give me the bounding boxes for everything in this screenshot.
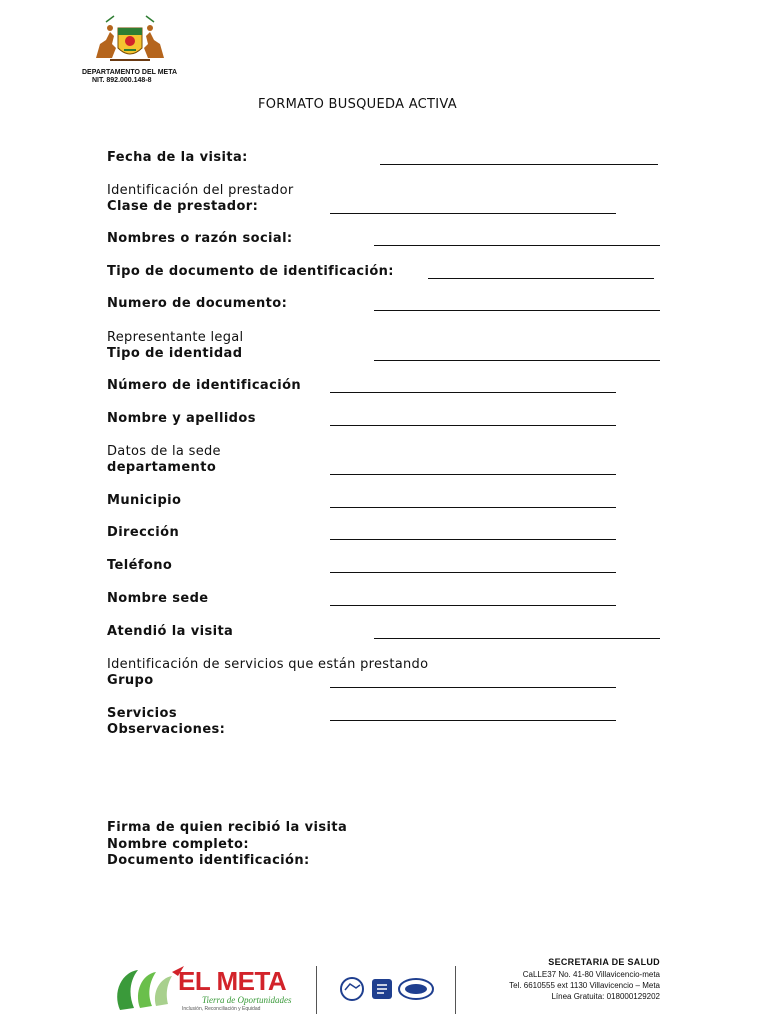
documento-identificacion-label: Documento identificación: xyxy=(107,853,310,868)
fecha-visita-line[interactable] xyxy=(380,164,658,165)
nombres-razon-label: Nombres o razón social: xyxy=(107,231,293,246)
nombre-apellidos-line[interactable] xyxy=(330,425,616,426)
servicios-line[interactable] xyxy=(330,720,616,721)
footer-address: CaLLE37 No. 41-80 Villavicencio-meta xyxy=(522,970,660,979)
grupo-label: Grupo xyxy=(107,673,154,688)
departamento-line[interactable] xyxy=(330,474,616,475)
telefono-label: Teléfono xyxy=(107,558,173,573)
section-representante-heading: Representante legal xyxy=(107,330,244,345)
section-sede-heading: Datos de la sede xyxy=(107,444,221,459)
observaciones-label: Observaciones: xyxy=(107,722,226,737)
servicios-label: Servicios xyxy=(107,706,177,721)
el-meta-subtagline: Inclusión, Reconciliación y Equidad xyxy=(182,1006,261,1012)
nit-caption: NIT. 892.000.148-8 xyxy=(92,77,152,83)
nombre-sede-line[interactable] xyxy=(330,605,616,606)
footer-phone: Tel. 6610555 ext 1130 Villavicencio – Meta xyxy=(509,981,660,990)
section-prestador-heading: Identificación del prestador xyxy=(107,183,294,198)
nombre-apellidos-label: Nombre y apellidos xyxy=(107,411,256,426)
footer-divider-left xyxy=(316,966,317,1014)
firma-label: Firma de quien recibió la visita xyxy=(107,820,348,835)
el-meta-tagline: Tierra de Oportunidades xyxy=(202,995,292,1005)
clase-prestador-line[interactable] xyxy=(330,213,616,214)
numero-identificacion-line[interactable] xyxy=(330,392,616,393)
grupo-line[interactable] xyxy=(330,687,616,688)
fecha-visita-label: Fecha de la visita: xyxy=(107,150,248,165)
el-meta-logo xyxy=(110,962,300,1014)
atendio-visita-label: Atendió la visita xyxy=(107,624,234,639)
document-title: FORMATO BUSQUEDA ACTIVA xyxy=(258,97,457,112)
partner-seals xyxy=(336,976,436,1002)
departamento-label: departamento xyxy=(107,460,217,475)
department-caption: DEPARTAMENTO DEL META xyxy=(82,69,178,76)
nombres-razon-line[interactable] xyxy=(374,245,660,246)
footer-divider-right xyxy=(455,966,456,1014)
tipo-documento-label: Tipo de documento de identificación: xyxy=(107,264,394,279)
coat-of-arms-icon xyxy=(90,14,170,66)
telefono-line[interactable] xyxy=(330,572,616,573)
nombre-sede-label: Nombre sede xyxy=(107,591,209,606)
clase-prestador-label: Clase de prestador: xyxy=(107,199,259,214)
footer-toll-free: Línea Gratuita: 018000129202 xyxy=(551,992,660,1001)
numero-documento-line[interactable] xyxy=(374,310,660,311)
tipo-documento-line[interactable] xyxy=(428,278,654,279)
direccion-label: Dirección xyxy=(107,525,180,540)
tipo-identidad-label: Tipo de identidad xyxy=(107,346,243,361)
certification-seals-icon xyxy=(336,976,436,1002)
direccion-line[interactable] xyxy=(330,539,616,540)
numero-documento-label: Numero de documento: xyxy=(107,296,288,311)
municipio-line[interactable] xyxy=(330,507,616,508)
el-meta-wordmark: EL META xyxy=(178,966,287,996)
municipio-label: Municipio xyxy=(107,493,182,508)
section-servicios-heading: Identificación de servicios que están prestando xyxy=(107,657,429,672)
atendio-visita-line[interactable] xyxy=(374,638,660,639)
numero-identificacion-label: Número de identificación xyxy=(107,378,302,393)
tipo-identidad-line[interactable] xyxy=(374,360,660,361)
nombre-completo-label: Nombre completo: xyxy=(107,837,249,852)
footer-office: SECRETARIA DE SALUD xyxy=(548,957,660,967)
department-crest-logo xyxy=(90,14,170,66)
